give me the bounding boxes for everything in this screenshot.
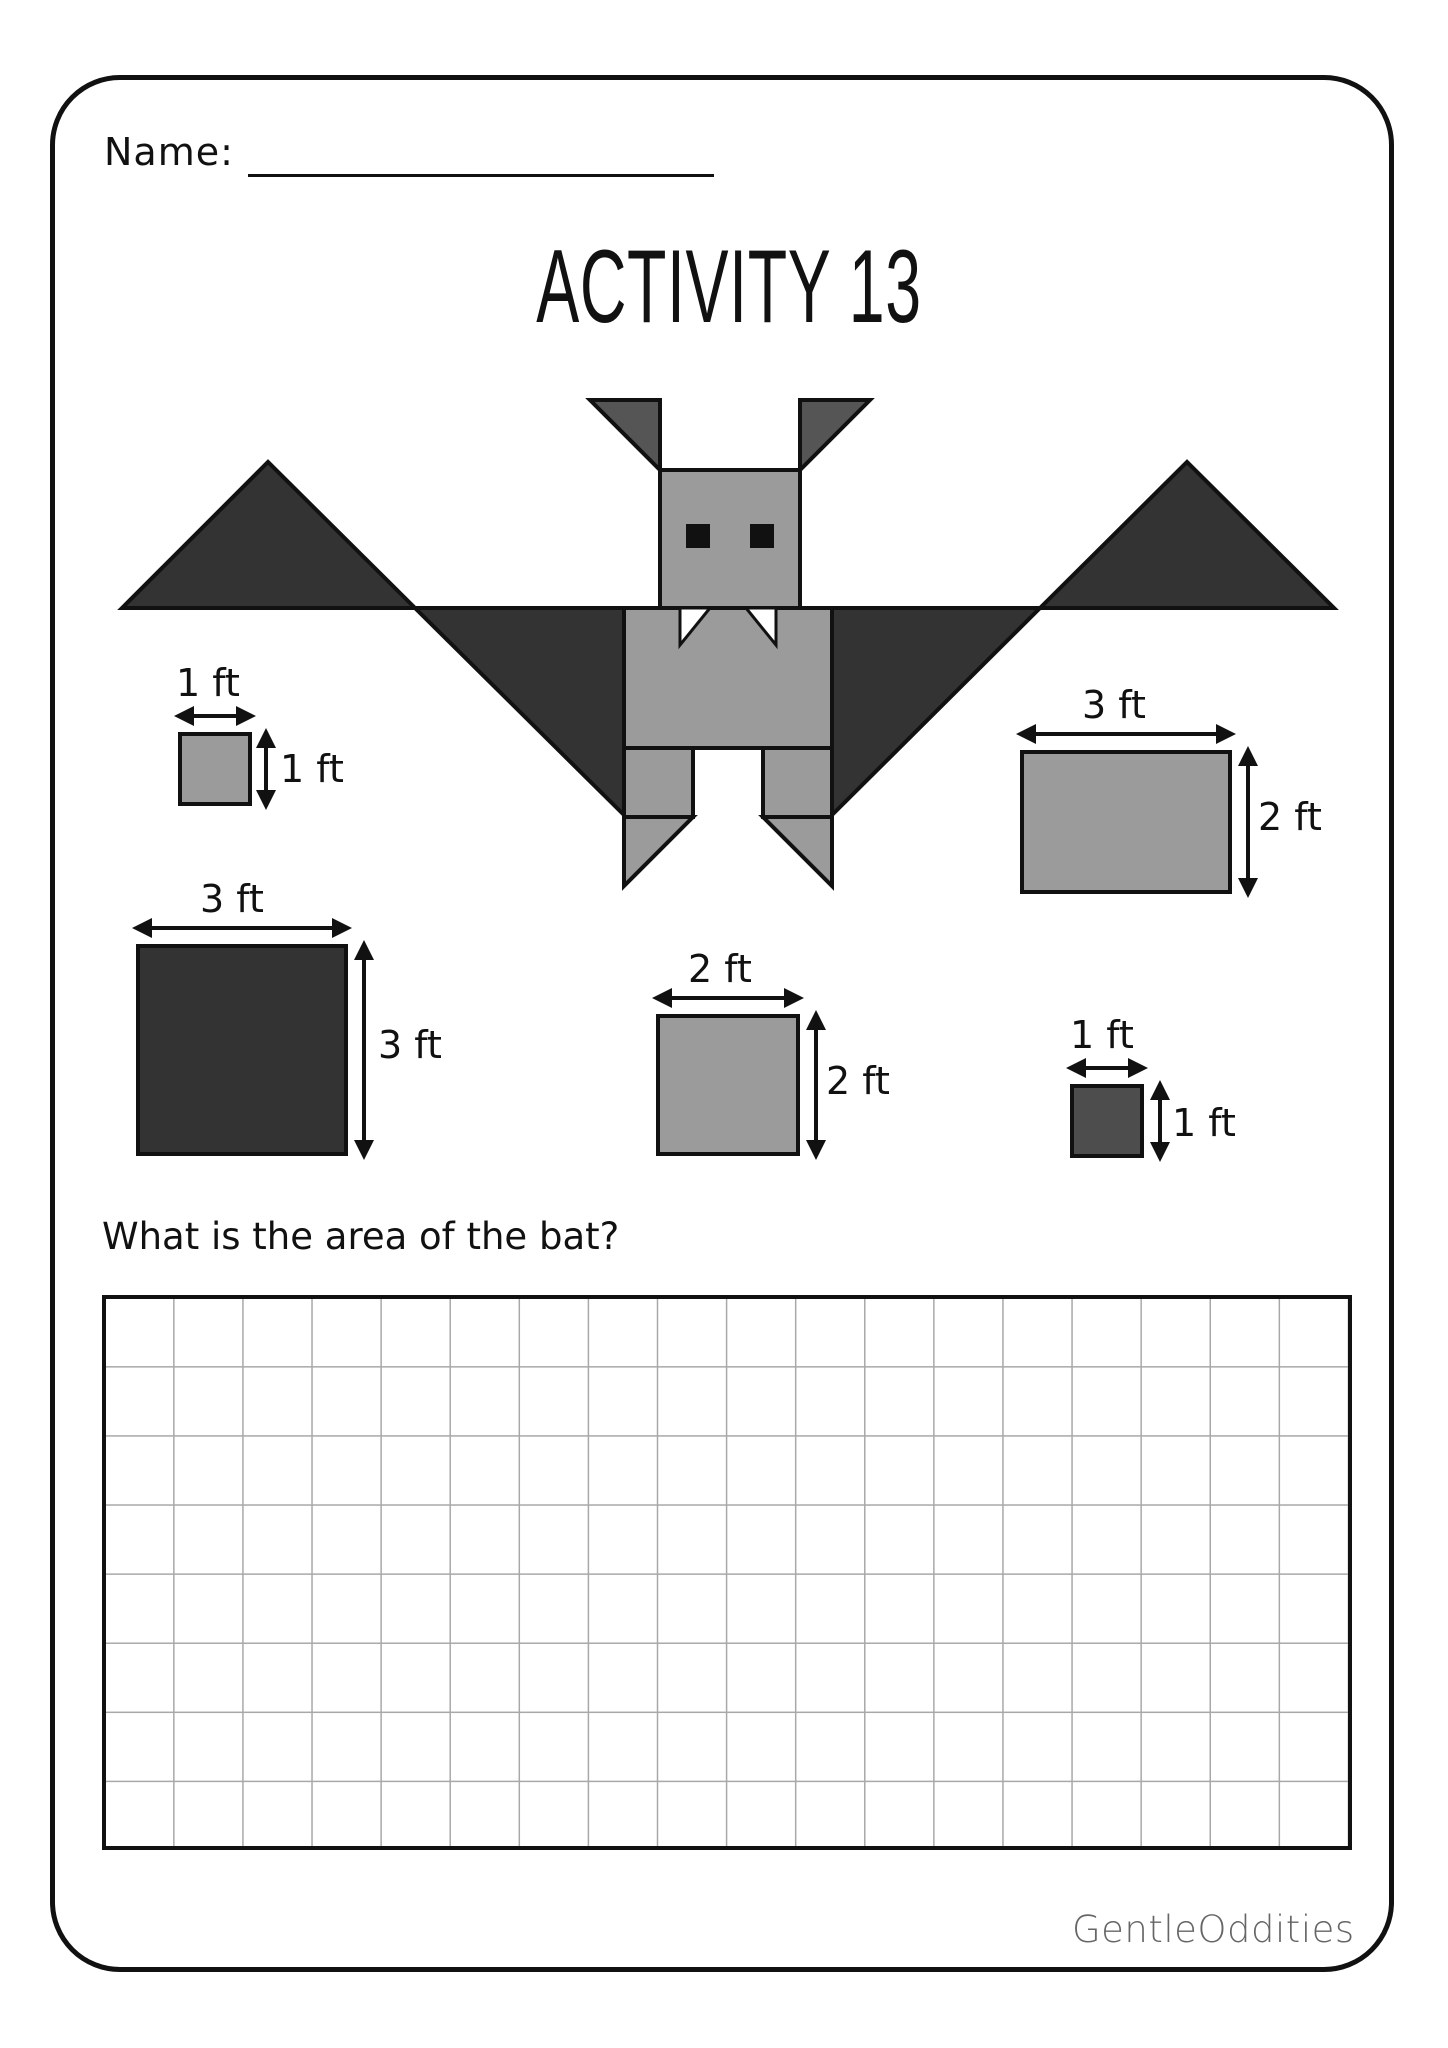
bat-right-wing-top [1040,462,1334,608]
height-label: 3 ft [378,1023,442,1067]
bat-left-ear [590,400,660,470]
width-label: 1 ft [176,661,240,705]
bat-left-foot [624,817,693,886]
bat-right-leg [763,748,832,817]
rectangle-fill [1022,752,1230,892]
height-label: 1 ft [1172,1101,1236,1145]
bat-right-ear [800,400,870,470]
small-square-dark-fill [1072,1086,1142,1156]
bat-left-leg [624,748,693,817]
width-label: 3 ft [200,877,264,921]
name-label: Name: [104,130,234,174]
height-label: 2 ft [1258,795,1322,839]
brand-logo: GentleOddities [1072,1908,1355,1951]
shape-square-3x3 [138,877,442,1154]
bat-body [624,608,832,748]
bat-left-wing-lower [415,608,624,815]
height-label: 2 ft [826,1059,890,1103]
shape-small-square-dark [1070,1013,1236,1156]
width-label: 3 ft [1082,683,1146,727]
bat-right-eye [750,524,774,548]
shape-square-2x2 [658,947,890,1154]
bat-left-eye [686,524,710,548]
small-square-light-fill [180,734,250,804]
width-label: 1 ft [1070,1013,1134,1057]
width-label: 2 ft [688,947,752,991]
page-title: ACTIVITY 13 [536,229,922,345]
height-label: 1 ft [280,747,344,791]
square-3x3-fill [138,946,346,1154]
bat-right-foot [763,817,832,886]
question-text: What is the area of the bat? [102,1215,620,1258]
shape-small-square-light [176,661,344,804]
bat-left-wing-top [122,462,415,608]
bat-right-wing-lower [832,608,1040,815]
square-2x2-fill [658,1016,798,1154]
bat-head [660,470,800,608]
answer-grid[interactable] [102,1295,1352,1850]
shape-rectangle-3x2 [1022,683,1322,892]
